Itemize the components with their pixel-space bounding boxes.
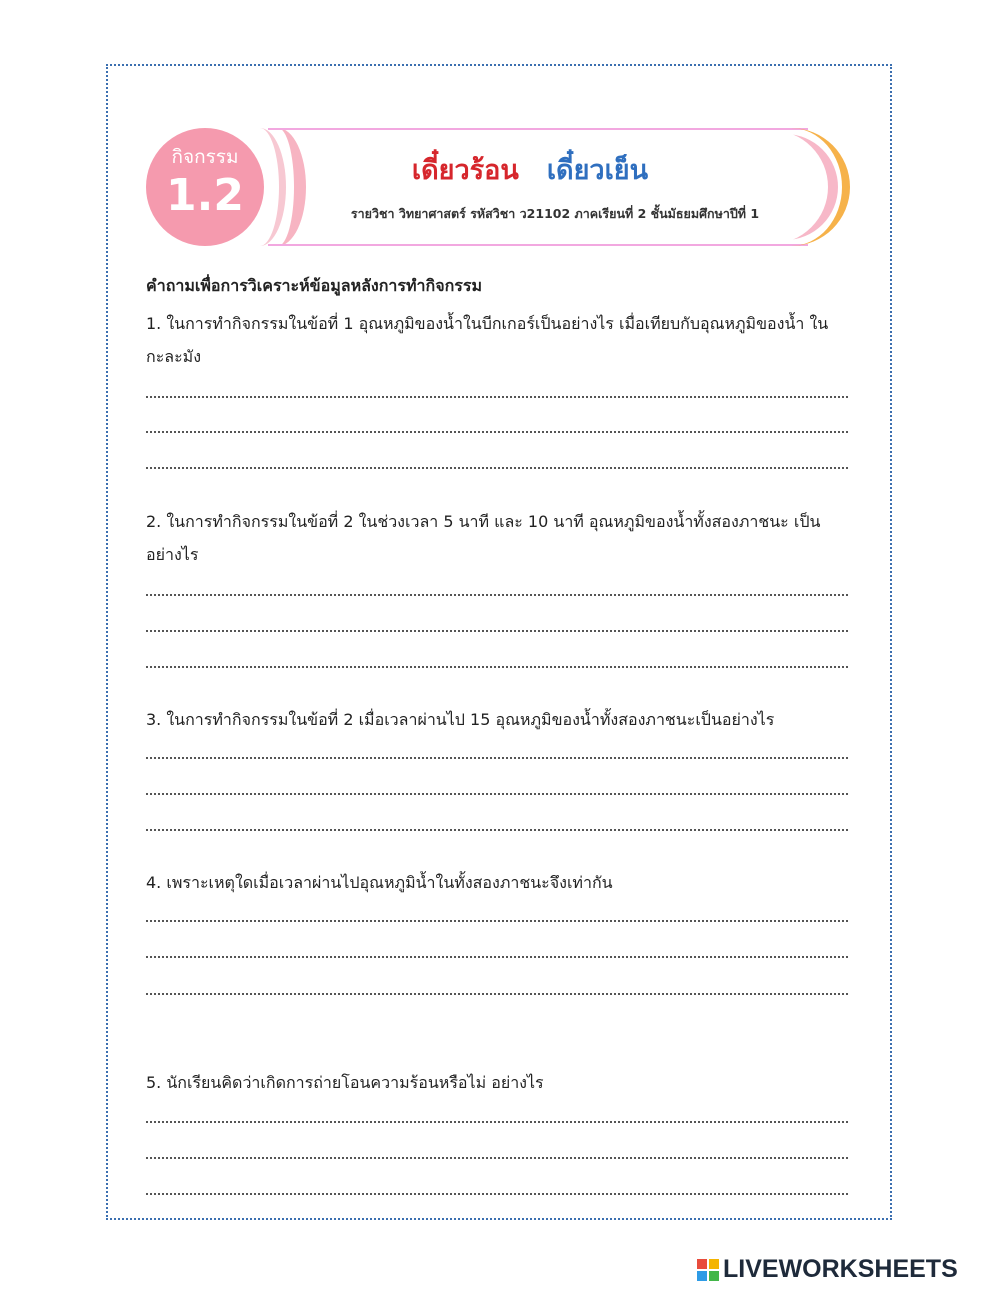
liveworksheets-logo[interactable]	[697, 1253, 997, 1287]
answer-line-2b[interactable]	[146, 630, 848, 632]
question-3: 3. ในการทำกิจกรรมในข้อที่ 2 เมื่อเวลาผ่านไป 15 อุณหภูมิของน้ำทั้งสองภาชนะเป็นอย่างไร	[146, 710, 775, 729]
answer-line-5c[interactable]	[146, 1193, 848, 1195]
question-2: 2. ในการทำกิจกรรมในข้อที่ 2 ในช่วงเวลา 5 นาที และ 10 นาที อุณหภูมิของน้ำทั้งสองภาชนะ เป็นอย่างไร	[146, 512, 821, 564]
question-1: 1. ในการทำกิจกรรมในข้อที่ 1 อุณหภูมิของน้ำในบีกเกอร์เป็นอย่างไร เมื่อเทียบกับอุณหภูมิของน้ำ ในกะละมัง	[146, 314, 829, 366]
badge-number: 1.2	[166, 170, 244, 221]
question-4: 4. เพราะเหตุใดเมื่อเวลาผ่านไปอุณหภูมิน้ำในทั้งสองภาชนะจึงเท่ากัน	[146, 873, 613, 892]
logo-text: LIVEWORKSHEETS	[723, 1255, 958, 1283]
answer-line-1c[interactable]	[146, 467, 848, 469]
activity-badge	[146, 128, 264, 246]
answer-line-5a[interactable]	[146, 1121, 848, 1123]
badge-label: กิจกรรม	[171, 146, 239, 168]
liveworksheets-logo-icon	[697, 1259, 719, 1281]
answer-line-3b[interactable]	[146, 793, 848, 795]
title-part-cold: เดี๋ยวเย็น	[546, 155, 649, 186]
answer-line-5b[interactable]	[146, 1157, 848, 1159]
answer-line-3c[interactable]	[146, 829, 848, 831]
answer-line-2c[interactable]	[146, 666, 848, 668]
page-title	[300, 148, 760, 191]
answer-line-4c[interactable]	[146, 993, 848, 995]
answer-line-2a[interactable]	[146, 594, 848, 596]
course-subtitle: รายวิชา วิทยาศาสตร์ รหัสวิชา ว21102 ภาคเรียนที่ 2 ชั้นมัธยมศึกษาปีที่ 1	[350, 206, 760, 221]
answer-line-1b[interactable]	[146, 431, 848, 433]
answer-line-4b[interactable]	[146, 956, 848, 958]
answer-line-1a[interactable]	[146, 396, 848, 398]
answer-line-4a[interactable]	[146, 920, 848, 922]
question-5: 5. นักเรียนคิดว่าเกิดการถ่ายโอนความร้อนหรือไม่ อย่างไร	[146, 1073, 544, 1092]
section-heading: คำถามเพื่อการวิเคราะห์ข้อมูลหลังการทำกิจกรรม	[146, 276, 483, 295]
worksheet-header	[0, 0, 1000, 260]
answer-line-3a[interactable]	[146, 757, 848, 759]
title-part-hot: เดี๋ยวร้อน	[411, 155, 519, 186]
